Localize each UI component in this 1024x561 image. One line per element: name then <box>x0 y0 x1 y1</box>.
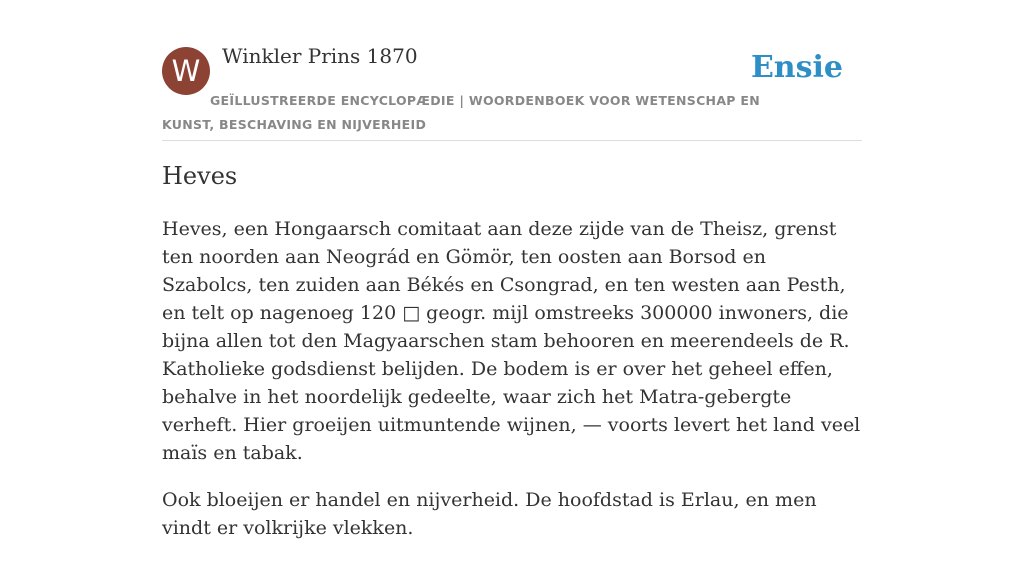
entry-paragraph: Ook bloeijen er handel en nijverheid. De hoofdstad is Erlau, en men vindt er volkrijke vlekken. <box>162 489 817 539</box>
header <box>162 0 862 141</box>
source-title[interactable]: Winkler Prins 1870 <box>222 44 418 68</box>
entry-paragraph: Heves, een Hongaarsch comitaat aan deze zijde van de Theisz, grenst ten noorden aan Neográd en Gömör, ten oosten aan Borsod en Szabolcs, ten zuiden aan Békés en Csongrad, en ten westen aan Pesth, en telt op nagenoeg 120 □ geogr. mijl omstreeks 300000 inwoners, die bijna allen tot den Magyaarschen stam behooren en meerendeels de R. Katholieke godsdienst belijden. De bodem is er over het geheel effen, behalve in het noordelijk gedeelte, waar zich het Matra-gebergte verheft. Hier groeijen uitmuntende wijnen, — voorts levert het land veel maïs en tabak. <box>162 218 861 464</box>
source-avatar[interactable]: W <box>162 47 210 95</box>
source-subtitle: GEÏLLUSTREERDE ENCYCLOPÆDIE | WOORDENBOEK VOOR WETENSCHAP EN KUNST, BESCHAVING EN NIJVERHEID <box>162 93 760 132</box>
brand-logo[interactable]: Ensie <box>750 50 843 85</box>
entry-title: Heves <box>162 162 238 190</box>
entry-content <box>162 215 862 561</box>
page <box>162 0 862 539</box>
